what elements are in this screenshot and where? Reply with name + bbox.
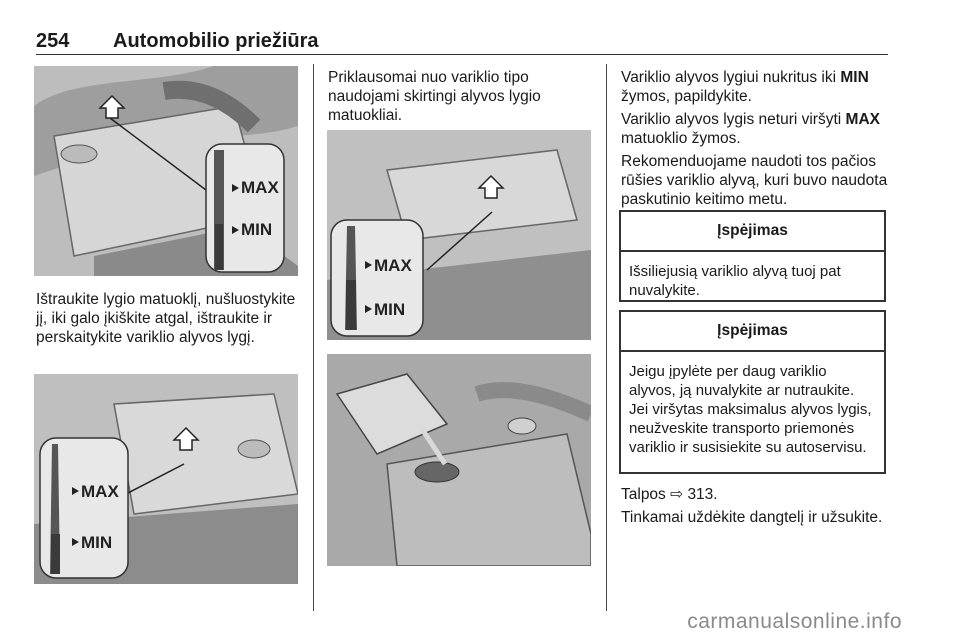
page-number: 254 (36, 30, 70, 52)
warning-text: Išsiliejusią variklio alyvą tuoj pat nuvalykite. (629, 263, 841, 299)
chapter-title: Automobilio priežiūra (113, 30, 319, 52)
oil-filling-figure (327, 354, 591, 566)
header-rule (36, 54, 888, 55)
engine-dipstick-figure-1 (34, 66, 298, 276)
column-divider-2 (606, 64, 607, 611)
warning-text: Jeigu įpylėte per daug variklio alyvos, ją nuvalykite ar nutraukite. Jei viršytas maksimalus alyvos lygis, neužveskite transporto priemonės variklio ir susisiekite su autoservisu. (629, 363, 872, 456)
warning-box-2 (619, 310, 886, 474)
dipstick-min-label: MIN (81, 533, 113, 552)
closing-paragraph: Tinkamai uždėkite dangtelį ir užsukite. (621, 509, 883, 526)
engine-dipstick-figure-2 (34, 374, 298, 584)
watermark: carmanualsonline.info (687, 610, 902, 633)
arrow-right-icon: ⇨ (670, 486, 684, 503)
dipstick-types-paragraph: Priklausomai nuo variklio tipo naudojami skirtingi alyvos lygio matuokliai. (328, 69, 541, 124)
page-reference-link[interactable]: ⇨ 313. (670, 486, 718, 503)
dipstick-max-label: MAX (374, 256, 412, 275)
instruction-paragraph: Ištraukite lygio matuoklį, nušluostykite jį, iki galo įkiškite atgal, ištraukite ir perskaitykite variklio alyvos lygį. (36, 291, 296, 346)
refill-paragraph: Variklio alyvos lygiui nukritus iki MIN žymos, papildykite. (621, 69, 869, 105)
dipstick-max-label: MAX (241, 178, 279, 197)
warning-title: Įspėjimas (621, 212, 884, 252)
column-divider-1 (313, 64, 314, 611)
recommendation-paragraph: Rekomenduojame naudoti tos pačios rūšies variklio alyvą, kuri buvo naudota paskutinio keitimo metu. (621, 153, 888, 208)
capacity-reference: Talpos ⇨ 313. (621, 486, 718, 503)
max-limit-paragraph: Variklio alyvos lygis neturi viršyti MAX matuoklio žymos. (621, 111, 880, 147)
engine-dipstick-figure-3 (327, 130, 591, 340)
dipstick-max-label: MAX (81, 482, 119, 501)
dipstick-min-label: MIN (241, 220, 273, 239)
dipstick-min-label: MIN (374, 300, 406, 319)
warning-box-1 (619, 210, 886, 302)
warning-title: Įspėjimas (621, 312, 884, 352)
